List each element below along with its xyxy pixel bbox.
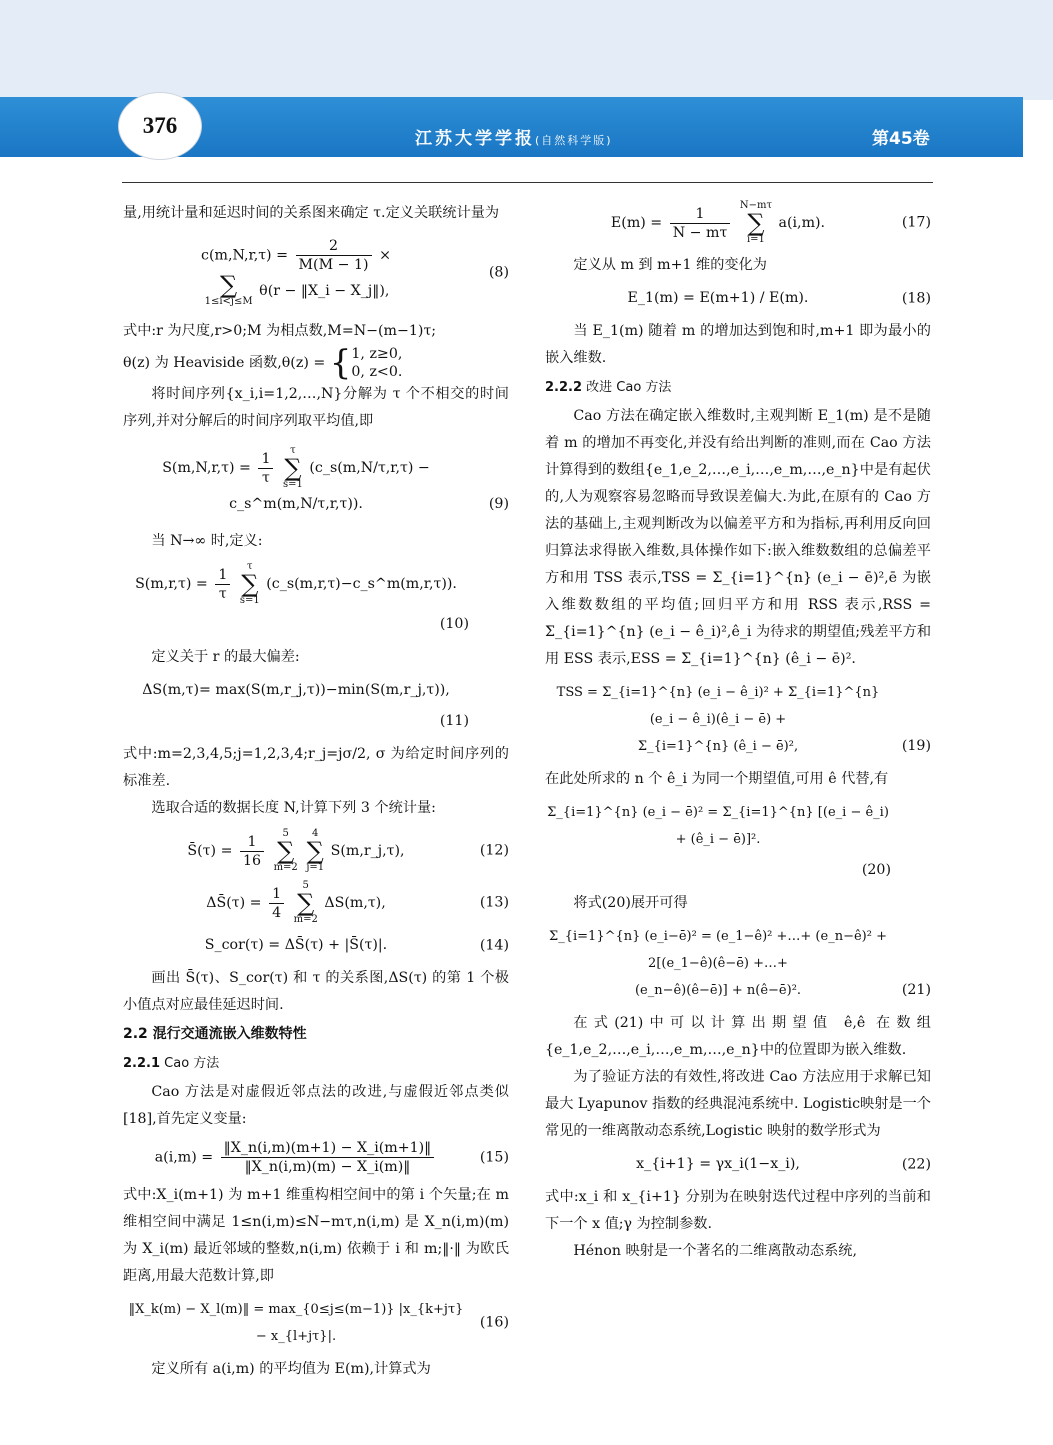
summation: N−mτ ∑ i=1: [739, 200, 773, 245]
equation-number: (8): [488, 264, 509, 280]
equation-number: (11): [439, 713, 469, 729]
equation-number: (18): [901, 290, 931, 306]
paragraph: 在式(21)中可以计算出期望值 ê,ê 在数组{e_1,e_2,…,e_i,…,e_m,…,e_n}中的位置即为嵌入维数.: [545, 1015, 931, 1058]
paragraph: 将式(20)展开可得: [573, 895, 688, 911]
equation-20: Σ_{i=1}^{n} (e_i − ē)² = Σ_{i=1}^{n} [(e_i − ê_i) + (ê_i − ē)]². (20): [545, 799, 931, 884]
eq8-fraction: $\frac{2}{M(M - 1)}$: [296, 237, 372, 274]
paragraph: 为了验证方法的有效性,将改进 Cao 方法应用于求解已知最大 Lyapunov 指数的经典混沌系统中. Logistic映射是一个常见的一维离散动态系统,Logistic 映射的数学形式为: [545, 1069, 931, 1139]
equation-19: TSS = Σ_{i=1}^{n} (e_i − ê_i)² + Σ_{i=1}^{n} (e_i − ê_i)(ê_i − ē) + Σ_{i=1}^{n} (ê_i − ē)², (19): [545, 679, 931, 760]
equation-14: S_cor(τ) = ΔS̄(τ) + |S̄(τ)|. (14): [123, 932, 509, 959]
section-heading: 2.2 混行交通流嵌入维数特性: [123, 1026, 307, 1042]
equation-number: (10): [439, 616, 469, 632]
equation-number: (20): [861, 862, 891, 878]
paragraph: 式中:X_i(m+1) 为 m+1 维重构相空间中的第 i 个矢量;在 m 维相空间中满足 1≤n(i,m)≤N−mτ,n(i,m) 是 X_n(i,m)(m) 为 X_i(m) 最近邻域的整数,n(i,m) 依赖于 i 和 m;‖·‖ 为欧氏距离,用最大范数计算,即: [123, 1187, 509, 1284]
paragraph: 定义所有 a(i,m) 的平均值为 E(m),计算式为: [151, 1361, 431, 1377]
summation: ∑ 1≤i<j≤M: [204, 271, 253, 307]
eq8-lhs: c(m,N,r,τ) =: [201, 247, 288, 264]
paragraph: 定义关于 r 的最大偏差:: [151, 649, 300, 665]
equation-number: (15): [479, 1149, 509, 1165]
summation: τ ∑ s=1: [283, 445, 303, 490]
equation-number: (16): [479, 1314, 509, 1331]
right-column: [545, 200, 931, 1265]
equation-16: ‖X_k(m) − X_l(m)‖ = max_{0≤j≤(m−1)} |x_{k+jτ} − x_{l+jτ}|. (16): [128, 1302, 509, 1344]
paragraph: 在此处所求的 n 个 ê_i 为同一个期望值,可用 ê 代替,有: [545, 771, 889, 787]
left-column: [123, 200, 509, 1383]
subsection-heading: 2.2.1 Cao 方法: [123, 1056, 220, 1071]
equation-number: (19): [901, 738, 931, 754]
equation-number: (17): [901, 214, 931, 231]
paragraph: 式中:r 为尺度,r>0;M 为相点数,M=N−(m−1)τ;: [123, 323, 437, 339]
paragraph: 画出 S̄(τ)、S_cor(τ) 和 τ 的关系图,ΔS(τ) 的第 1 个极小值点对应最佳延迟时间.: [123, 970, 509, 1013]
equation-15: a(i,m) = $\frac{‖X\_n(i,m)(m+1) - X\_i(m+1)‖}{‖X\_n(i,m)(m) - X\_i(m)‖}$ (15): [154, 1140, 509, 1175]
paragraph: Cao 方法在确定嵌入维数时,主观判断 E_1(m) 是不是随着 m 的增加不再变化,并没有给出判断的准则,而在 Cao 方法计算得到的数组{e_1,e_2,…,e_i,…,e_m,…,e_n}中是有起伏的,人为观察容易忽略而导致误差偏大.为此,在原有的 Cao 方法的基础上,主观判断改为以偏差平方和为指标,再利用反向回归算法求得嵌入维数,具体操作如下:嵌入维数数组的总偏差平方和用 TSS 表示,TSS = Σ_{i=1}^{n} (e_i − ē)²,ē 为嵌入维数数组的平均值;回归平方和用 RSS 表示,RSS = Σ_{i=1}^{n} (e_i − ê_i)²,ê_i 为待求的期望值;残差平方和用 ESS 表示,ESS = Σ_{i=1}^{n} (ê_i − ē)².: [545, 408, 932, 667]
paragraph: 量,用统计量和延迟时间的关系图来确定 τ.定义关联统计量为: [123, 205, 500, 221]
equation-number: (9): [488, 496, 509, 512]
header-background: [0, 0, 1053, 100]
equation-9: S(m,N,r,τ) = $\frac{1}{\tau}$ τ ∑ s=1 (c_s(m,N/τ,r,τ) − c_s^m(m,N/τ,r,τ)). (9): [123, 445, 509, 518]
equation-number: (21): [901, 982, 931, 998]
journal-name: 江苏大学学报: [415, 129, 535, 149]
header-rule: [122, 182, 933, 183]
paragraph: 将时间序列{x_i,i=1,2,…,N}分解为 τ 个不相交的时间序列,并对分解后的时间序列取平均值,即: [123, 386, 509, 429]
equation-number: (22): [901, 1156, 931, 1172]
equation-12: S̄(τ) = $\frac{1}{16}$ 5 ∑ m=2 4 ∑ j=1 S(m,r_j,τ), (12): [187, 828, 509, 873]
subsection-heading: 2.2.2 改进 Cao 方法: [545, 380, 672, 395]
equation-number: (13): [479, 894, 509, 911]
paragraph: 式中:m=2,3,4,5;j=1,2,3,4;r_j=jσ/2, σ 为给定时间序列的标准差.: [123, 746, 509, 789]
summation: 5 ∑ m=2: [273, 828, 298, 873]
paragraph: 当 N→∞ 时,定义:: [151, 533, 263, 549]
eq8-body: θ(r − ‖X_i − X_j‖),: [259, 283, 390, 299]
equation-number: (14): [479, 937, 509, 953]
equation-21: Σ_{i=1}^{n} (e_i−ē)² = (e_1−ê)² +…+ (e_n−ê)² + 2[(e_1−ê)(ê−ē) +…+ (e_n−ê)(ê−ē)] + n(ê−ē)². (21): [545, 923, 931, 1004]
summation: 5 ∑ m=2: [293, 880, 318, 925]
paragraph: Cao 方法是对虚假近邻点法的改进,与虚假近邻点类似[18],首先定义变量:: [123, 1084, 509, 1127]
equation-10: S(m,r,τ) = $\frac{1}{\tau}$ τ ∑ s=1 (c_s(m,r,τ)−c_s^m(m,r,τ)). (10): [123, 561, 509, 638]
equation-8: c(m,N,r,τ) = $\frac{2}{M(M - 1)}$ × ∑ 1≤i<j≤M θ(r − ‖X_i − X_j‖), (8): [201, 238, 509, 307]
summation: 4 ∑ j=1: [306, 828, 325, 873]
heaviside-definition: θ(z) 为 Heaviside 函数,θ(z) = { 1, z≥0, 0, z<0.: [123, 343, 403, 383]
paragraph: 选取合适的数据长度 N,计算下列 3 个统计量:: [151, 800, 436, 816]
paragraph: 式中:x_i 和 x_{i+1} 分别为在映射迭代过程中序列的当前和下一个 x 值;γ 为控制参数.: [545, 1189, 931, 1232]
summation: τ ∑ s=1: [239, 561, 260, 606]
page-number: 376: [118, 92, 202, 160]
equation-18: E_1(m) = E(m+1) / E(m). (18): [545, 285, 931, 312]
journal-subtitle: (自然科学版): [535, 134, 613, 147]
journal-title: [415, 124, 613, 149]
paragraph: 当 E_1(m) 随着 m 的增加达到饱和时,m+1 即为最小的嵌入维数.: [545, 323, 931, 366]
paragraph: Hénon 映射是一个著名的二维离散动态系统,: [573, 1243, 857, 1259]
equation-17: E(m) = $\frac{1}{N - m\tau}$ N−mτ ∑ i=1 a(i,m). (17): [610, 200, 931, 245]
equation-11: ΔS(m,τ)= max(S(m,r_j,τ))−min(S(m,r_j,τ)), (11): [123, 677, 509, 735]
paragraph: 定义从 m 到 m+1 维的变化为: [573, 257, 767, 273]
equation-13: ΔS̄(τ) = $\frac{1}{4}$ 5 ∑ m=2 ΔS(m,τ), (13): [206, 880, 509, 925]
equation-22: x_{i+1} = γx_i(1−x_i), (22): [545, 1151, 931, 1178]
volume-label: 第45卷: [872, 129, 930, 149]
equation-number: (12): [479, 842, 509, 859]
